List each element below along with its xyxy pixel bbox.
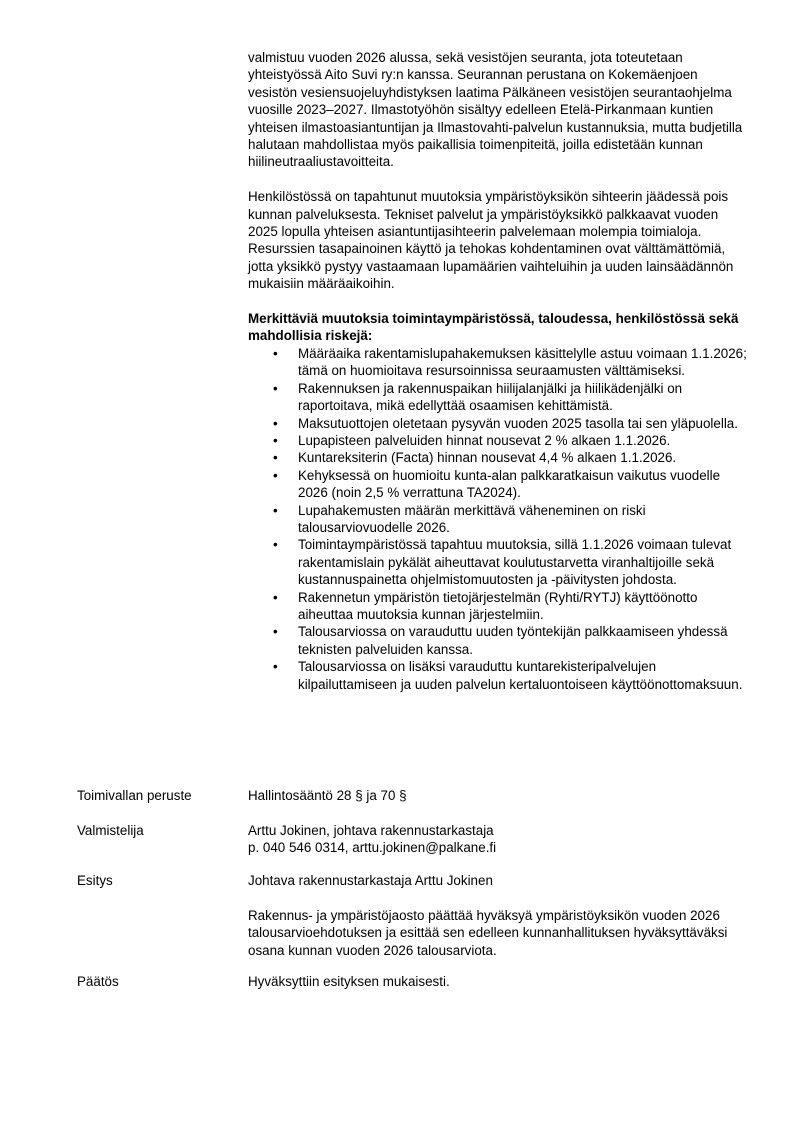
list-item: • Lupapisteen palveluiden hinnat nousevat 2 % alkaen 1.1.2026. bbox=[273, 432, 671, 448]
list-item: • Määräaika rakentamislupahakemuksen käsittelylle astuu voimaan 1.1.2026; tämä on huomioitava resursoinnissa seuraamusten välttämiseksi. bbox=[273, 345, 747, 379]
list-item: • Maksutuottojen oletetaan pysyvän vuoden 2025 tasolla tai sen yläpuolella. bbox=[273, 415, 738, 431]
bullet-icon: • bbox=[273, 624, 278, 640]
authority-label: Toimivallan peruste bbox=[77, 788, 192, 803]
proposal-label: Esitys bbox=[77, 873, 113, 888]
list-item: • Rakennetun ympäristön tietojärjestelmän (Ryhti/RYTJ) käyttöönotto aiheuttaa muutoksia kunnan järjestelmiin. bbox=[273, 589, 698, 622]
preparer-label: Valmistelija bbox=[77, 823, 144, 838]
list-item: • Toimintaympäristössä tapahtuu muutoksia, sillä 1.1.2026 voimaan tulevat rakentamislain pykälät aiheuttavat koulutustarvetta viranhaltijoille sekä kustannuspainetta ohjelmistomuutosten ja -päivitysten johdosta. bbox=[273, 537, 732, 588]
list-item: • Talousarviossa on varauduttu uuden työntekijän palkkaamiseen yhdessä teknisten palveluiden kanssa. bbox=[273, 624, 728, 657]
bullet-icon: • bbox=[273, 589, 278, 605]
proposal-text: Rakennus- ja ympäristöjaosto päättää hyväksyä ympäristöyksikön vuoden 2026 talousarvioehdotuksen ja esittää sen edelleen kunnanhallituksen hyväksyttäväksi osana kunnan vuoden 2026 talousarviota. bbox=[248, 907, 728, 958]
proposal-presenter: Johtava rakennustarkastaja Arttu Jokinen bbox=[248, 873, 493, 888]
list-item: • Rakennuksen ja rakennuspaikan hiilijalanjälki ja hiilikädenjälki on raportoitava, mikä edellyttää osaamisen kehittämistä. bbox=[273, 380, 683, 414]
bullet-icon: • bbox=[273, 537, 278, 553]
body-text bbox=[248, 49, 748, 693]
list-item: • Kehyksessä on huomioitu kunta-alan palkkaratkaisun vaikutus vuodelle 2026 (noin 2,5 % verrattuna TA2024). bbox=[273, 467, 721, 501]
list-item: • Lupahakemusten määrän merkittävä väheneminen on riski talousarviovuodelle 2026. bbox=[273, 502, 646, 535]
risk-list bbox=[248, 345, 748, 693]
preparer-contact: p. 040 546 0314, arttu.jokinen@palkane.fi bbox=[248, 840, 497, 856]
bullet-icon: • bbox=[273, 502, 278, 518]
preparer-name: Arttu Jokinen, johtava rakennustarkastaja bbox=[248, 823, 494, 838]
decision-label: Päätös bbox=[77, 974, 119, 989]
risk-heading: Merkittäviä muutoksia toimintaympäristössä, taloudessa, henkilöstössä sekä mahdollisia riskejä: bbox=[248, 311, 739, 344]
bullet-icon: • bbox=[273, 659, 278, 675]
authority-value: Hallintosääntö 28 § ja 70 § bbox=[248, 788, 407, 803]
bullet-icon: • bbox=[273, 432, 278, 448]
bullet-icon: • bbox=[273, 415, 278, 431]
bullet-icon: • bbox=[273, 450, 278, 466]
list-item: • Talousarviossa on lisäksi varauduttu kuntarekisteripalvelujen kilpailuttamiseen ja uuden palvelun kertaluontoiseen käyttöönottomaksuun. bbox=[273, 659, 743, 692]
bullet-icon: • bbox=[273, 380, 278, 396]
bullet-icon: • bbox=[273, 345, 278, 361]
decision-value: Hyväksyttiin esityksen mukaisesti. bbox=[248, 974, 450, 989]
list-item: • Kuntareksiterin (Facta) hinnan nousevat 4,4 % alkaen 1.1.2026. bbox=[273, 450, 677, 466]
paragraph-staff: Henkilöstössä on tapahtunut muutoksia ympäristöyksikön sihteerin jäädessä pois kunnan palveluksesta. Tekniset palvelut ja ympäristöyksikkö palkkaavat vuoden 2025 lopulla yhteisen asiantuntijasihteerin palvelemaan molempia toimialoja. Resurssien tasapainoinen käyttö ja tehokas kohdentaminen ovat välttämättömiä, jotta yksikkö pystyy vastaamaan lupamäärien vaihteluihin ja uuden lainsäädännön mukaisiin määräaikoihin. bbox=[248, 189, 734, 292]
paragraph-environment: valmistuu vuoden 2026 alussa, sekä vesistöjen seuranta, jota toteutetaan yhteistyössä Aito Suvi ry:n kanssa. Seurannan perustana on Kokemäenjoen vesistön vesiensuojeluyhdistyksen laatima Pälkäneen vesistöjen seurantaohjelma vuosille 2023–2027. Ilmastotyöhön sisältyy edelleen Etelä-Pirkanmaan kuntien yhteisen ilmastoasiantuntijan ja Ilmastovahti-palvelun kustannuksia, mutta budjetilla halutaan mahdollistaa myös paikallisia toimenpiteitä, joilla edistetään kunnan hiilineutraaliustavoitteita. bbox=[248, 50, 743, 170]
bullet-icon: • bbox=[273, 467, 278, 483]
